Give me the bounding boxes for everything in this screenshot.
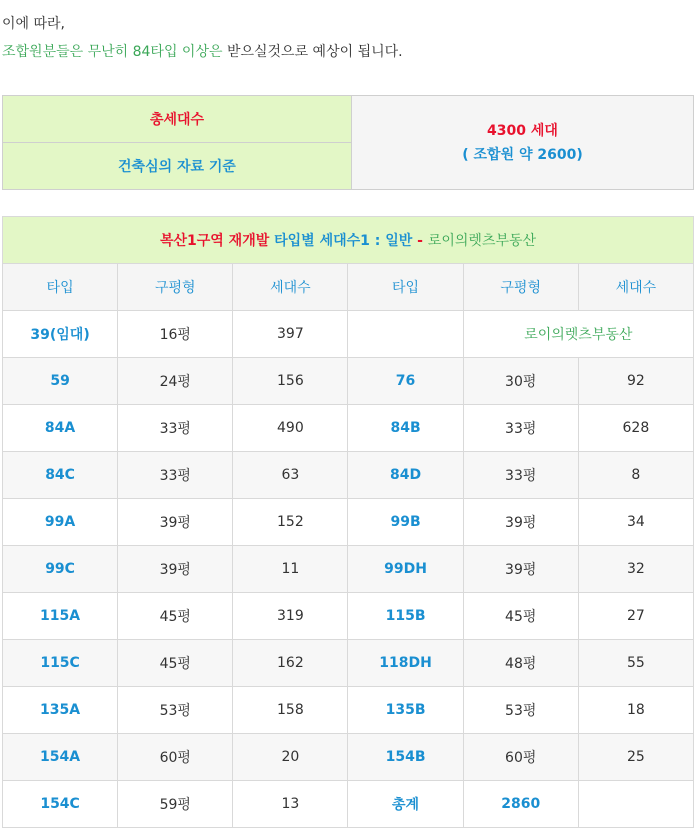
type-cell: 154A (3, 734, 118, 781)
intro-line-1: 이에 따라, (2, 16, 65, 32)
empty-cell (578, 781, 693, 828)
table-row (3, 452, 694, 499)
title-brand: 로이의렛츠부동산 (427, 233, 537, 249)
size-cell: 33평 (463, 405, 578, 452)
size-cell: 39평 (463, 499, 578, 546)
table-row-total (3, 781, 694, 828)
brand-cell: 로이의렛츠부동산 (463, 311, 693, 358)
units-cell: 63 (233, 452, 348, 499)
table-row (3, 546, 694, 593)
data-source-label: 건축심의 자료 기준 (3, 143, 352, 190)
units-cell: 162 (233, 640, 348, 687)
table-title (3, 217, 694, 264)
type-cell: 154C (3, 781, 118, 828)
table-title-row (3, 217, 694, 264)
units-cell: 158 (233, 687, 348, 734)
units-cell: 156 (233, 358, 348, 405)
type-cell: 84C (3, 452, 118, 499)
total-units-label: 총세대수 (3, 96, 352, 143)
col-header: 세대수 (578, 264, 693, 311)
size-cell: 39평 (463, 546, 578, 593)
type-cell: 84D (348, 452, 463, 499)
type-cell: 115A (3, 593, 118, 640)
size-cell: 60평 (463, 734, 578, 781)
size-cell: 24평 (118, 358, 233, 405)
type-cell: 84A (3, 405, 118, 452)
total-units-count: 4300 세대 (487, 122, 558, 139)
size-cell: 53평 (118, 687, 233, 734)
col-header: 타입 (3, 264, 118, 311)
type-cell: 99DH (348, 546, 463, 593)
units-cell: 152 (233, 499, 348, 546)
intro-rest: 받으실것으로 예상이 됩니다. (222, 44, 403, 60)
title-part-1: 복산1구역 재개발 (159, 233, 275, 249)
type-cell: 99C (3, 546, 118, 593)
table-body (3, 358, 694, 781)
unit-type-table (2, 216, 694, 828)
type-cell: 76 (348, 358, 463, 405)
total-units-value (352, 96, 694, 190)
summary-table (2, 95, 694, 190)
type-cell: 115C (3, 640, 118, 687)
size-cell: 53평 (463, 687, 578, 734)
units-cell: 11 (233, 546, 348, 593)
intro-line-2 (2, 38, 403, 66)
table-row (3, 311, 694, 358)
intro-highlight: 조합원분들은 무난히 84타입 이상은 (2, 44, 223, 60)
table-row (3, 593, 694, 640)
type-cell: 154B (348, 734, 463, 781)
units-cell: 319 (233, 593, 348, 640)
table-row (3, 687, 694, 734)
units-cell: 8 (578, 452, 693, 499)
table-row (3, 734, 694, 781)
type-cell: 84B (348, 405, 463, 452)
size-cell: 48평 (463, 640, 578, 687)
units-cell: 20 (233, 734, 348, 781)
title-dash: - (412, 233, 428, 249)
table-row (3, 499, 694, 546)
size-cell: 45평 (463, 593, 578, 640)
units-cell: 34 (578, 499, 693, 546)
units-cell: 32 (578, 546, 693, 593)
col-header: 세대수 (233, 264, 348, 311)
size-cell: 16평 (118, 311, 233, 358)
col-header: 구평형 (463, 264, 578, 311)
units-cell: 490 (233, 405, 348, 452)
table-header-row (3, 264, 694, 311)
table-row (3, 358, 694, 405)
empty-cell (348, 311, 463, 358)
units-cell: 92 (578, 358, 693, 405)
size-cell: 60평 (118, 734, 233, 781)
size-cell: 45평 (118, 640, 233, 687)
size-cell: 33평 (118, 405, 233, 452)
units-cell: 628 (578, 405, 693, 452)
col-header: 구평형 (118, 264, 233, 311)
type-cell: 135B (348, 687, 463, 734)
units-cell: 27 (578, 593, 693, 640)
type-cell: 115B (348, 593, 463, 640)
title-part-2: 타입별 세대수1 : 일반 (274, 233, 413, 249)
units-cell: 13 (233, 781, 348, 828)
size-cell: 39평 (118, 546, 233, 593)
size-cell: 45평 (118, 593, 233, 640)
type-cell: 39(임대) (3, 311, 118, 358)
type-cell: 118DH (348, 640, 463, 687)
units-cell: 25 (578, 734, 693, 781)
member-count: ( 조합원 약 2600) (462, 146, 583, 163)
size-cell: 33평 (463, 452, 578, 499)
table-row (3, 640, 694, 687)
size-cell: 39평 (118, 499, 233, 546)
table-row (3, 405, 694, 452)
type-cell: 135A (3, 687, 118, 734)
total-label: 총계 (348, 781, 463, 828)
total-value: 2860 (463, 781, 578, 828)
units-cell: 397 (233, 311, 348, 358)
size-cell: 59평 (118, 781, 233, 828)
type-cell: 99B (348, 499, 463, 546)
size-cell: 30평 (463, 358, 578, 405)
type-cell: 59 (3, 358, 118, 405)
units-cell: 55 (578, 640, 693, 687)
units-cell: 18 (578, 687, 693, 734)
col-header: 타입 (348, 264, 463, 311)
size-cell: 33평 (118, 452, 233, 499)
intro-text (2, 10, 403, 66)
type-cell: 99A (3, 499, 118, 546)
